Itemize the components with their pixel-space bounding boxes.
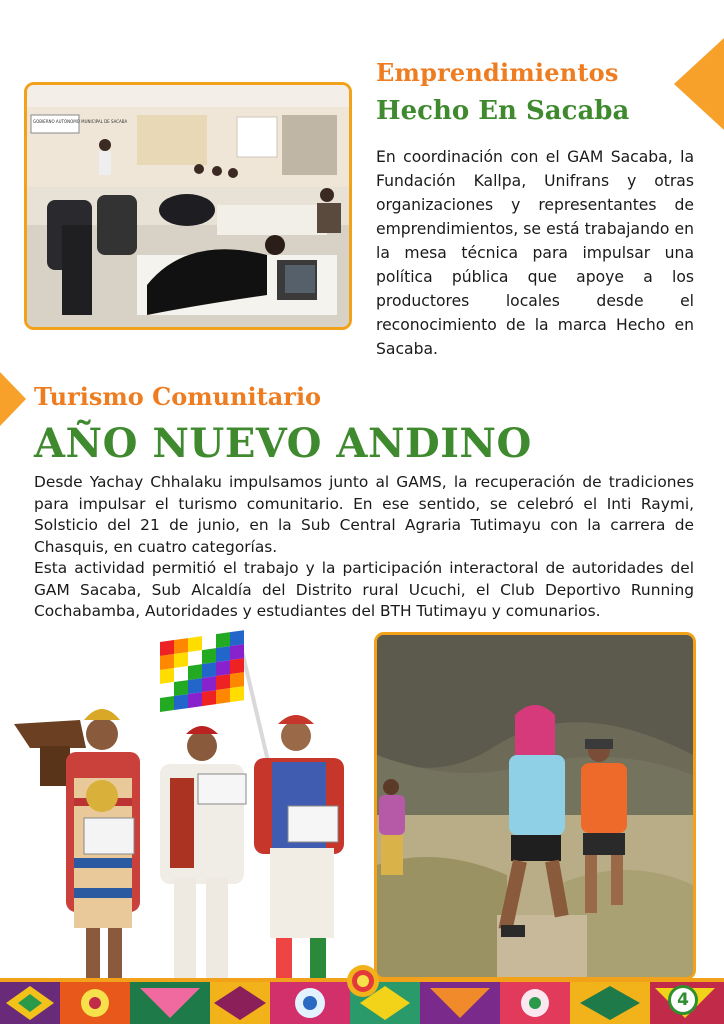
- section2-body: [34, 472, 694, 623]
- section1-body: En coordinación con el GAM Sacaba, la Fundación Kallpa, Unifrans y otras organizaciones y representantes de emprendimientos, se está trabajando en la mesa técnica para impulsar una política pública que apoye a los productores locales desde el reconocimiento de la marca Hecho en Sacaba.: [376, 148, 694, 358]
- decorative-triangle-left: [0, 372, 26, 426]
- section1-title-line1: Emprendimientos: [376, 58, 619, 87]
- section2-title: AÑO NUEVO ANDINO: [34, 420, 532, 467]
- photo-banner-text: GOBIERNO AUTÓNOMO MUNICIPAL DE SACABA: [33, 119, 128, 124]
- chasqui-race-photo: [374, 632, 696, 980]
- section2-paragraph-2: Esta actividad permitió el trabajo y la participación interactoral de autoridades del GAM Sacaba, Sub Alcaldía del Distrito rural Ucuchi, el Club Deportivo Running Cochabamba, Autoridades y estudiantes del BTH Tutimayu y comunarios.: [34, 559, 694, 620]
- section2-kicker: Turismo Comunitario: [34, 382, 322, 411]
- decorative-triangle-right: [674, 38, 724, 130]
- meeting-photo: [24, 82, 352, 330]
- sun-emblem-icon: [346, 964, 380, 998]
- section2-paragraph-1: Desde Yachay Chhalaku impulsamos junto al GAMS, la recuperación de tradiciones para impulsar el turismo comunitario. En ese sentido, se celebró el Inti Raymi, Solsticio del 21 de junio, en la Sub Central Agraria Tutimayu con la carrera de Chasquis, en cuatro categorías.: [34, 473, 694, 556]
- page-number: 4: [668, 985, 698, 1015]
- section1-title-line2: Hecho En Sacaba: [376, 96, 630, 126]
- andean-people-photo: [10, 628, 372, 980]
